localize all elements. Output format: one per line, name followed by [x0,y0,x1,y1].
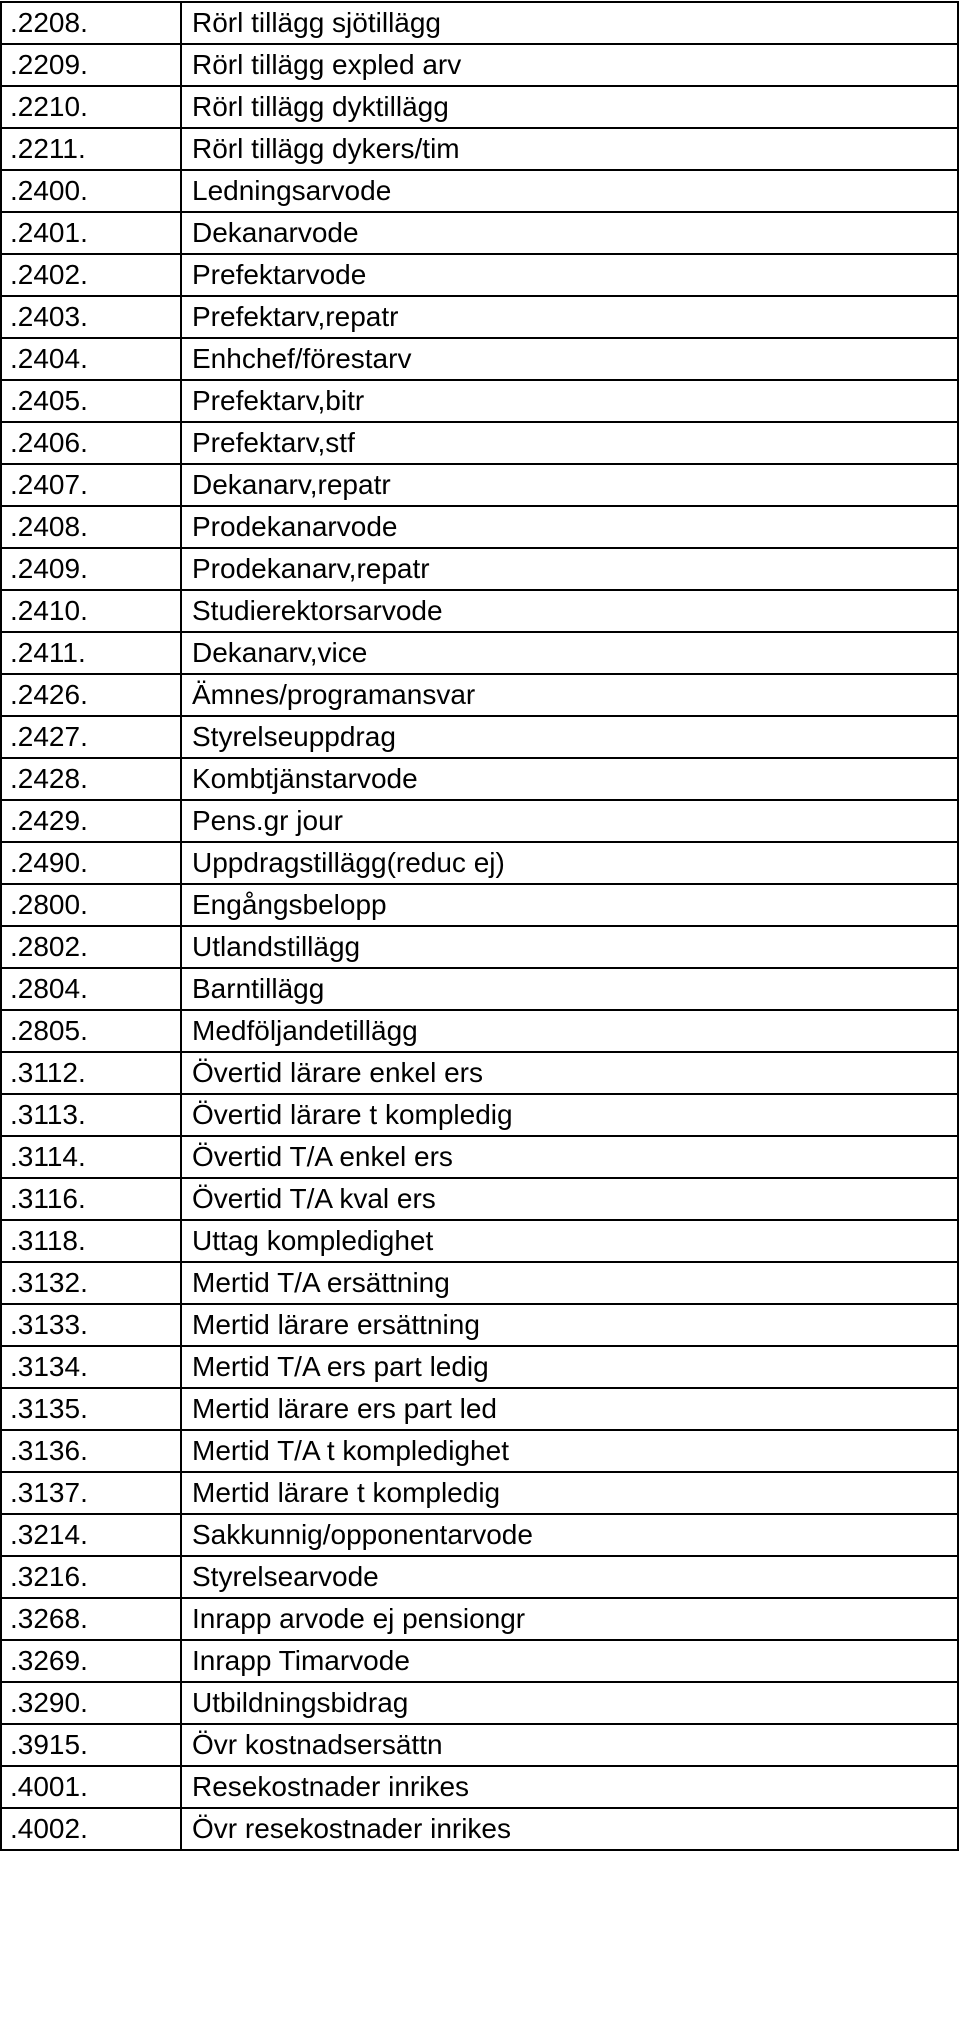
description-cell: Mertid T/A t kompledighet [181,1430,958,1472]
description-cell: Mertid lärare ers part led [181,1388,958,1430]
table-row [1,128,958,170]
table-row [1,842,958,884]
code-cell: .3135. [1,1388,181,1430]
description-cell: Pens.gr jour [181,800,958,842]
table-row [1,926,958,968]
code-cell: .2208. [1,2,181,44]
description-cell: Studierektorsarvode [181,590,958,632]
code-cell: .2411. [1,632,181,674]
description-cell: Dekanarv,repatr [181,464,958,506]
code-cell: .3915. [1,1724,181,1766]
table-row [1,1598,958,1640]
table-row [1,1808,958,1850]
description-cell: Ämnes/programansvar [181,674,958,716]
code-cell: .3268. [1,1598,181,1640]
table-row [1,1094,958,1136]
code-cell: .2210. [1,86,181,128]
table-row [1,2,958,44]
description-cell: Övertid lärare enkel ers [181,1052,958,1094]
table-row [1,1430,958,1472]
code-table [0,1,959,1851]
code-cell: .3134. [1,1346,181,1388]
code-table-body [1,2,958,1850]
description-cell: Enhchef/förestarv [181,338,958,380]
table-row [1,1346,958,1388]
code-cell: .2805. [1,1010,181,1052]
code-cell: .4002. [1,1808,181,1850]
code-cell: .2490. [1,842,181,884]
table-row [1,1052,958,1094]
description-cell: Rörl tillägg dyktillägg [181,86,958,128]
table-row [1,296,958,338]
code-cell: .2800. [1,884,181,926]
code-cell: .2209. [1,44,181,86]
description-cell: Prefektarvode [181,254,958,296]
description-cell: Sakkunnig/opponentarvode [181,1514,958,1556]
table-row [1,422,958,464]
code-cell: .2402. [1,254,181,296]
code-cell: .3136. [1,1430,181,1472]
table-row [1,1136,958,1178]
description-cell: Mertid T/A ersättning [181,1262,958,1304]
code-cell: .2429. [1,800,181,842]
table-row [1,1472,958,1514]
table-row [1,1304,958,1346]
description-cell: Prefektarv,repatr [181,296,958,338]
code-cell: .2410. [1,590,181,632]
description-cell: Rörl tillägg dykers/tim [181,128,958,170]
description-cell: Prodekanarvode [181,506,958,548]
code-cell: .4001. [1,1766,181,1808]
description-cell: Mertid T/A ers part ledig [181,1346,958,1388]
description-cell: Dekanarvode [181,212,958,254]
description-cell: Övertid T/A enkel ers [181,1136,958,1178]
table-row [1,170,958,212]
code-cell: .2409. [1,548,181,590]
code-cell: .3113. [1,1094,181,1136]
table-row [1,1262,958,1304]
description-cell: Uttag kompledighet [181,1220,958,1262]
table-row [1,1220,958,1262]
description-cell: Barntillägg [181,968,958,1010]
description-cell: Prodekanarv,repatr [181,548,958,590]
code-cell: .2426. [1,674,181,716]
table-row [1,1766,958,1808]
code-cell: .2804. [1,968,181,1010]
table-row [1,968,958,1010]
table-row [1,800,958,842]
code-cell: .2211. [1,128,181,170]
table-row [1,212,958,254]
table-row [1,1178,958,1220]
description-cell: Utbildningsbidrag [181,1682,958,1724]
description-cell: Styrelseuppdrag [181,716,958,758]
table-row [1,380,958,422]
description-cell: Övertid T/A kval ers [181,1178,958,1220]
description-cell: Styrelsearvode [181,1556,958,1598]
code-cell: .3116. [1,1178,181,1220]
code-cell: .3133. [1,1304,181,1346]
table-row [1,758,958,800]
description-cell: Övertid lärare t kompledig [181,1094,958,1136]
description-cell: Övr resekostnader inrikes [181,1808,958,1850]
code-cell: .2408. [1,506,181,548]
table-row [1,254,958,296]
description-cell: Uppdragstillägg(reduc ej) [181,842,958,884]
description-cell: Rörl tillägg sjötillägg [181,2,958,44]
code-cell: .2407. [1,464,181,506]
table-row [1,548,958,590]
code-cell: .3112. [1,1052,181,1094]
code-cell: .2406. [1,422,181,464]
description-cell: Utlandstillägg [181,926,958,968]
description-cell: Prefektarv,stf [181,422,958,464]
code-cell: .3216. [1,1556,181,1598]
table-row [1,1556,958,1598]
description-cell: Mertid lärare ersättning [181,1304,958,1346]
description-cell: Medföljandetillägg [181,1010,958,1052]
table-row [1,884,958,926]
description-cell: Övr kostnadsersättn [181,1724,958,1766]
table-row [1,1640,958,1682]
table-row [1,1010,958,1052]
code-cell: .2403. [1,296,181,338]
table-row [1,674,958,716]
table-row [1,44,958,86]
table-row [1,716,958,758]
description-cell: Engångsbelopp [181,884,958,926]
description-cell: Ledningsarvode [181,170,958,212]
table-row [1,1514,958,1556]
table-row [1,590,958,632]
code-cell: .3269. [1,1640,181,1682]
code-cell: .3214. [1,1514,181,1556]
table-row [1,506,958,548]
table-row [1,86,958,128]
code-cell: .2428. [1,758,181,800]
description-cell: Kombtjänstarvode [181,758,958,800]
description-cell: Inrapp Timarvode [181,1640,958,1682]
code-cell: .3290. [1,1682,181,1724]
description-cell: Inrapp arvode ej pensiongr [181,1598,958,1640]
code-cell: .2400. [1,170,181,212]
description-cell: Resekostnader inrikes [181,1766,958,1808]
code-cell: .2404. [1,338,181,380]
description-cell: Prefektarv,bitr [181,380,958,422]
code-cell: .3137. [1,1472,181,1514]
code-cell: .3114. [1,1136,181,1178]
table-row [1,1682,958,1724]
table-row [1,632,958,674]
code-cell: .2802. [1,926,181,968]
table-row [1,464,958,506]
code-cell: .2427. [1,716,181,758]
description-cell: Dekanarv,vice [181,632,958,674]
description-cell: Rörl tillägg expled arv [181,44,958,86]
code-cell: .3132. [1,1262,181,1304]
code-cell: .3118. [1,1220,181,1262]
table-row [1,338,958,380]
description-cell: Mertid lärare t kompledig [181,1472,958,1514]
code-cell: .2401. [1,212,181,254]
table-row [1,1724,958,1766]
code-cell: .2405. [1,380,181,422]
table-row [1,1388,958,1430]
